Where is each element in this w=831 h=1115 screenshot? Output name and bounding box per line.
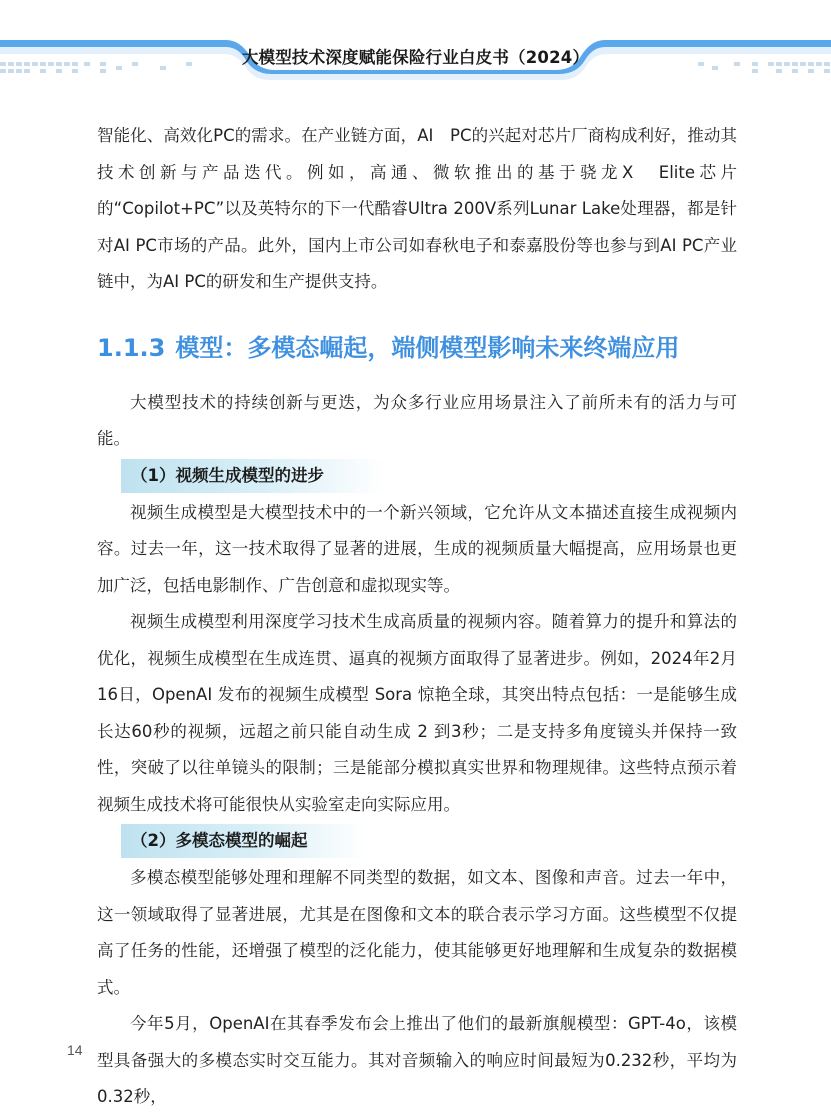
header-title: 大模型技术深度赋能保险行业白皮书（2024）: [241, 48, 590, 67]
paragraph: 今年5月，OpenAI在其春季发布会上推出了他们的最新旗舰模型：GPT-4o，该模型具备强大的多模态实时交互能力。其对音频输入的响应时间最短为0.232秒，平均为0.32秒，: [97, 1014, 737, 1106]
paragraph: 智能化、高效化PC的需求。在产业链方面，AI PC的兴起对芯片厂商构成利好，推动其技术创新与产品迭代。例如，高通、微软推出的基于骁龙X Elite芯片的“Copilot+PC”以及英特尔的下一代酷睿Ultra 200V系列Lunar Lake处理器，都是针对AI PC市场的产品。此外，国内上市公司如春秋电子和泰嘉股份等也参与到AI PC产业链中，为AI PC的研发和生产提供支持。: [97, 126, 737, 291]
page-number: 14: [67, 1042, 83, 1058]
header-decoration: [0, 0, 831, 80]
main-content: [97, 118, 737, 1115]
subsection-heading-video-generation: （1）视频生成模型的进步: [121, 459, 384, 493]
section-heading: [97, 325, 737, 371]
paragraph: 多模态模型能够处理和理解不同类型的数据，如文本、图像和声音。过去一年中，这一领域取得了显著进展，尤其是在图像和文本的联合表示学习方面。这些模型不仅提高了任务的性能，还增强了模型的泛化能力，使其能够更好地理解和生成复杂的数据模式。: [97, 868, 737, 997]
section-intro: 大模型技术的持续创新与更迭，为众多行业应用场景注入了前所未有的活力与可能。: [97, 392, 737, 448]
section-title: 模型：多模态崛起，端侧模型影响未来终端应用: [175, 333, 680, 362]
subsection-heading-multimodal: （2）多模态模型的崛起: [121, 824, 367, 858]
paragraph: 视频生成模型利用深度学习技术生成高质量的视频内容。随着算力的提升和算法的优化，视频生成模型在生成连贯、逼真的视频方面取得了显著进步。例如，2024年2月16日，OpenAI 发布的视频生成模型 Sora 惊艳全球，其突出特点包括：一是能够生成长达60秒的视频，远超之前只能自动生成 2 到3秒；二是支持多角度镜头并保持一致性，突破了以往单镜头的限制；三是能部分模拟真实世界和物理规律。这些特点预示着视频生成技术将可能很快从实验室走向实际应用。: [97, 612, 737, 814]
page-header: [0, 0, 831, 80]
section-number: 1.1.3: [97, 333, 166, 362]
paragraph: 视频生成模型是大模型技术中的一个新兴领域，它允许从文本描述直接生成视频内容。过去一年，这一技术取得了显著的进展，生成的视频质量大幅提高，应用场景也更加广泛，包括电影制作、广告创意和虚拟现实等。: [97, 502, 737, 595]
